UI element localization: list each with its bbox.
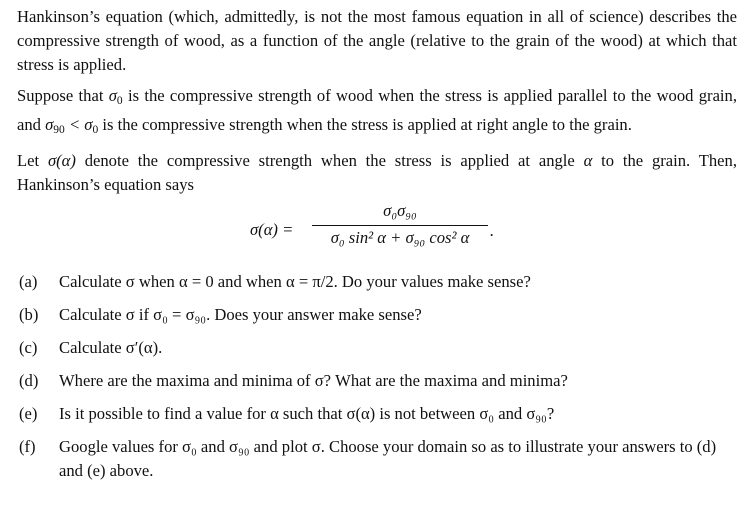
question-text: Is it possible to find a value for α such that σ(α) is not between σ₀ and σ₉₀?	[59, 404, 555, 423]
p2-text-a: Suppose that	[17, 86, 109, 105]
sigma-inequality: $\sigma_{90} < \sigma_0$	[45, 115, 99, 136]
question-text: Calculate σ when α = 0 and when α = π/2. Do your values make sense?	[59, 272, 531, 291]
question-label: (c)	[19, 338, 38, 357]
p3-text-a: Let	[17, 151, 48, 170]
equation-fraction	[312, 199, 488, 250]
question-text: Where are the maxima and minima of σ? What are the maxima and minima?	[59, 371, 568, 390]
question-label: (f)	[19, 437, 36, 456]
intro-paragraph-2	[17, 84, 737, 142]
question-text: Calculate σ if σ₀ = σ₉₀. Does your answer make sense?	[59, 305, 422, 324]
sigma-zero-symbol: $\sigma_0$	[108, 86, 123, 107]
equation-numerator: σ₀σ₉₀	[383, 201, 417, 220]
equation-lhs: σ(α) =	[250, 220, 294, 239]
question-item	[17, 402, 737, 426]
hankinson-equation	[17, 199, 737, 261]
question-item	[17, 369, 737, 393]
intro-paragraph-1: Hankinson’s equation (which, admittedly, is not the most famous equation in all of science) describes the compressive strength of wood, as a function of the angle (relative to the grain of the wood) at which that stress is applied.	[17, 7, 737, 74]
equation-period: .	[490, 221, 495, 240]
question-label: (e)	[19, 404, 38, 423]
p2-text-b: is the compressive strength of wood when the stress is applied parallel to the wood grain, and	[17, 86, 737, 134]
intro-paragraph-3	[17, 149, 737, 197]
question-list	[17, 270, 737, 483]
document-page	[17, 0, 737, 483]
question-text: Calculate σ′(α).	[59, 338, 163, 357]
question-text: Google values for σ₀ and σ₉₀ and plot σ. Choose your domain so as to illustrate your answers to (d) and (e) above.	[59, 437, 717, 480]
sigma-alpha-symbol: σ(α)	[47, 151, 76, 170]
p3-text-b: denote the compressive strength when the stress is applied at angle	[75, 151, 584, 170]
alpha-symbol: α	[583, 151, 593, 170]
question-item	[17, 270, 737, 294]
question-item	[17, 336, 737, 360]
question-label: (d)	[19, 371, 39, 390]
question-label: (b)	[19, 305, 39, 324]
p3-text-c: to the grain. Then, Hankinson’s equation says	[17, 151, 737, 194]
question-label: (a)	[19, 272, 38, 291]
equation-denominator: σ₀ sin² α + σ₉₀ cos² α	[330, 228, 470, 247]
p2-text-c: is the compressive strength when the stress is applied at right angle to the grain.	[98, 115, 632, 134]
question-item	[17, 303, 737, 327]
question-item	[17, 435, 737, 483]
